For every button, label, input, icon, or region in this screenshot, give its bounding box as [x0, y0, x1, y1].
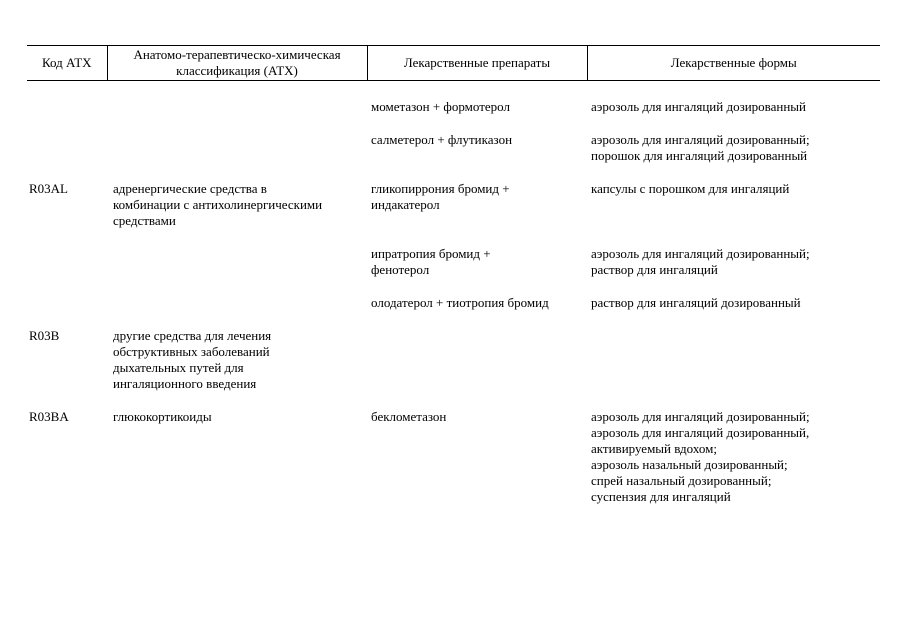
table-body — [27, 81, 880, 506]
table-row — [27, 164, 880, 229]
cell-drug: гликопиррония бромид + индакатерол — [371, 181, 510, 212]
cell-code — [27, 229, 107, 278]
cell-classification — [107, 81, 367, 116]
cell-code — [27, 115, 107, 164]
header-row — [27, 46, 880, 81]
cell-form: раствор для ингаляций дозированный — [591, 295, 801, 310]
cell-drug: салметерол + флутиказон — [371, 132, 513, 147]
cell-drug: мометазон + формотерол — [371, 99, 510, 114]
cell-form: аэрозоль для ингаляций дозированный; порошок для ингаляций дозированный — [591, 132, 810, 163]
cell-classification: другие средства для лечения обструктивных заболеваний дыхательных путей для ингаляционного введения — [113, 328, 272, 391]
cell-code: R03B — [29, 328, 60, 343]
cell-drug — [367, 311, 587, 392]
table-row — [27, 392, 880, 505]
cell-classification: адренергические средства в комбинации с антихолинергическими средствами — [113, 181, 323, 228]
cell-code — [27, 278, 107, 311]
cell-form — [587, 311, 880, 392]
header-code: Код АТХ — [27, 46, 107, 81]
table-row — [27, 229, 880, 278]
table-row — [27, 115, 880, 164]
cell-classification — [107, 229, 367, 278]
cell-code: R03BA — [29, 409, 69, 424]
cell-classification — [107, 115, 367, 164]
cell-drug: олодатерол + тиотропия бромид — [371, 295, 549, 310]
table-row — [27, 311, 880, 392]
cell-drug: беклометазон — [371, 409, 447, 424]
cell-form: аэрозоль для ингаляций дозированный — [591, 99, 807, 114]
table-row — [27, 278, 880, 311]
cell-form: капсулы с порошком для ингаляций — [591, 181, 790, 196]
cell-classification — [107, 278, 367, 311]
table-header — [27, 46, 880, 81]
drug-classification-table — [27, 45, 880, 505]
cell-drug: ипратропия бромид + фенотерол — [371, 246, 491, 277]
table-row — [27, 81, 880, 116]
cell-code — [27, 81, 107, 116]
header-drugs: Лекарственные препараты — [367, 46, 587, 81]
cell-form: аэрозоль для ингаляций дозированный; аэрозоль для ингаляций дозированный, активируемый вдохом; аэрозоль назальный дозированный; спрей назальный дозированный; суспензия для ингаляций — [591, 409, 810, 504]
cell-form: аэрозоль для ингаляций дозированный; раствор для ингаляций — [591, 246, 810, 277]
header-classification: Анатомо-терапевтическо-химическая классификация (АТХ) — [107, 46, 367, 81]
cell-classification: глюкокортикоиды — [113, 409, 212, 424]
cell-code: R03AL — [29, 181, 68, 196]
header-forms: Лекарственные формы — [587, 46, 880, 81]
